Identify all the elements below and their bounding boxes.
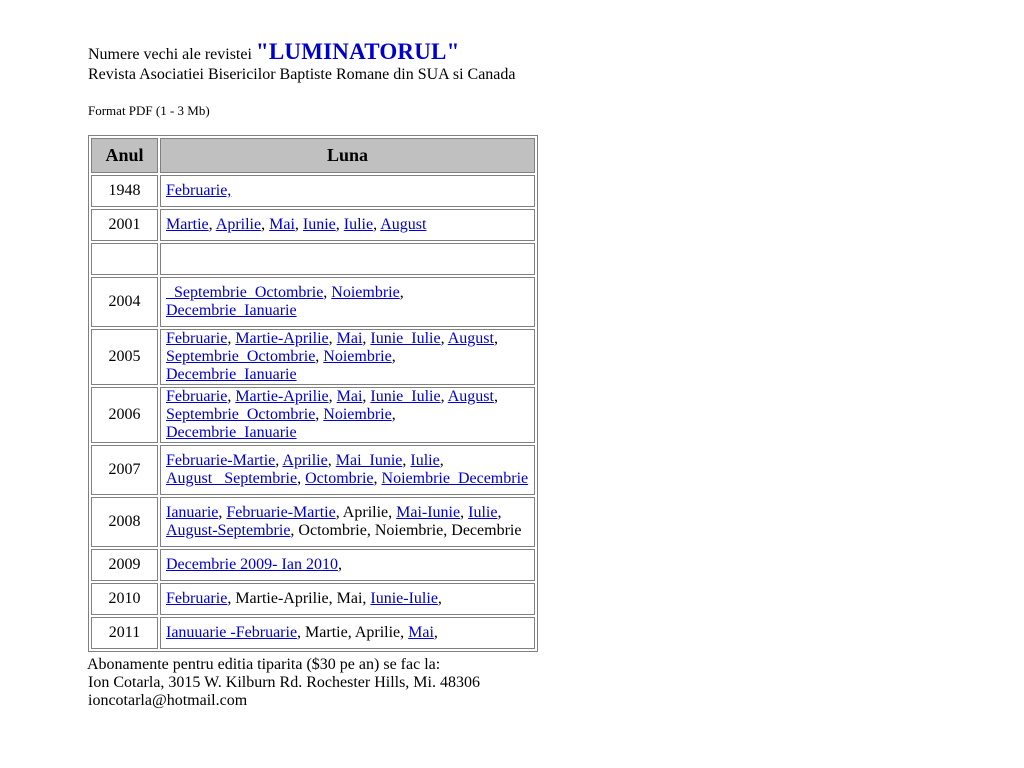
months-cell <box>160 583 535 615</box>
separator-text: , <box>497 504 502 521</box>
separator-text: , <box>275 452 283 469</box>
issue-link[interactable]: Februarie, <box>166 182 232 199</box>
year-cell: 2009 <box>91 549 158 581</box>
table-row <box>91 175 535 207</box>
issue-link[interactable]: Noiembrie <box>323 406 392 423</box>
header-intro: Numere vechi ale revistei <box>88 46 252 63</box>
separator-text: , <box>493 330 498 347</box>
issue-link[interactable]: Aprilie <box>215 216 262 233</box>
issue-link[interactable]: Iunie_Iulie <box>370 388 441 405</box>
separator-text: , <box>294 216 303 233</box>
header-line <box>88 41 516 66</box>
separator-text: , <box>362 330 371 347</box>
separator-text: , <box>335 216 344 233</box>
year-cell: 1948 <box>91 175 158 207</box>
separator-text: , <box>297 470 306 487</box>
issue-link[interactable]: Mai <box>336 330 363 347</box>
issue-link[interactable]: Noiembrie_Decembrie <box>381 470 529 487</box>
separator-text: , Martie-Aprilie, Mai, <box>227 590 371 607</box>
separator-text: , <box>391 348 400 365</box>
separator-text: , <box>327 452 336 469</box>
issue-link[interactable]: Septembrie_Octombrie <box>166 348 316 365</box>
issue-link[interactable]: Ianuuarie -Februarie <box>166 624 298 641</box>
separator-text: , <box>227 388 236 405</box>
table-row <box>91 497 535 547</box>
separator-text: , <box>439 452 444 469</box>
issue-link[interactable]: Mai <box>269 216 295 233</box>
issue-link[interactable]: Septembrie_Octombrie <box>166 406 316 423</box>
months-cell <box>160 329 535 385</box>
separator-text: , <box>218 504 227 521</box>
months-cell <box>160 243 535 275</box>
table-header-row <box>91 138 535 173</box>
year-cell: 2010 <box>91 583 158 615</box>
table-row <box>91 549 535 581</box>
issue-link[interactable]: August-Septembrie <box>166 522 291 539</box>
separator-text: , <box>362 388 371 405</box>
subscription-info <box>87 656 480 710</box>
separator-text: , <box>433 624 438 641</box>
header-subtitle: Revista Asociatiei Bisericilor Baptiste Romane din SUA si Canada <box>88 66 516 83</box>
separator-text: , <box>391 406 400 423</box>
table-row <box>91 243 535 275</box>
separator-text: , Octombrie, Noiembrie, Decembrie <box>290 522 522 539</box>
issue-link[interactable]: Decembrie_Ianuarie <box>166 366 297 383</box>
issue-link[interactable]: Mai <box>336 388 363 405</box>
issues-table <box>88 135 538 652</box>
issue-link[interactable]: Decembrie_Ianuarie <box>166 424 297 441</box>
separator-text: , <box>208 216 216 233</box>
separator-text: , <box>337 556 342 573</box>
separator-text: , <box>460 504 469 521</box>
separator-text: , <box>315 406 324 423</box>
issue-link[interactable]: Noiembrie <box>331 284 400 301</box>
separator-text: , <box>328 330 337 347</box>
months-cell <box>160 497 535 547</box>
issue-link[interactable]: Iunie-Iulie <box>370 590 438 607</box>
issue-link[interactable]: August <box>447 388 494 405</box>
issue-link[interactable]: August <box>380 216 427 233</box>
subscription-text: Abonamente pentru editia tiparita ($30 pe an) se fac la: <box>87 656 441 673</box>
issue-link[interactable]: Decembrie 2009- Ian 2010 <box>166 556 338 573</box>
issue-link[interactable]: Iulie <box>343 216 374 233</box>
separator-text: , <box>399 284 404 301</box>
separator-text: , <box>440 388 448 405</box>
separator-text: , <box>373 216 381 233</box>
separator-text: , <box>440 330 448 347</box>
issue-link[interactable]: Mai-Iunie <box>396 504 461 521</box>
months-cell <box>160 209 535 241</box>
separator-text: , <box>328 388 337 405</box>
months-cell <box>160 175 535 207</box>
separator-text: , <box>402 452 411 469</box>
column-header-year: Anul <box>91 138 158 173</box>
magazine-title: "LUMINATORUL" <box>255 39 460 64</box>
issue-link[interactable]: Ianuarie <box>166 504 219 521</box>
page-header <box>88 41 516 84</box>
table-row <box>91 617 535 649</box>
months-cell <box>160 277 535 327</box>
issue-link[interactable]: Februarie <box>166 330 228 347</box>
issue-link[interactable]: August <box>447 330 494 347</box>
table-row <box>91 387 535 443</box>
separator-text: , <box>227 330 236 347</box>
months-cell <box>160 445 535 495</box>
subscription-email: ioncotarla@hotmail.com <box>88 692 248 709</box>
separator-text: , <box>373 470 382 487</box>
issue-link[interactable]: Decembrie_Ianuarie <box>166 302 297 319</box>
issues-body <box>91 175 535 649</box>
issue-link[interactable]: Iunie <box>302 216 336 233</box>
separator-text: , <box>323 284 332 301</box>
issue-link[interactable]: Mai_Iunie <box>335 452 403 469</box>
issue-link[interactable]: Aprilie <box>282 452 328 469</box>
issue-link[interactable]: Martie-Aprilie <box>235 330 329 347</box>
table-row <box>91 277 535 327</box>
year-cell: 2011 <box>91 617 158 649</box>
format-note: Format PDF (1 - 3 Mb) <box>88 103 210 118</box>
year-cell: 2008 <box>91 497 158 547</box>
year-cell: 2001 <box>91 209 158 241</box>
year-cell: 2005 <box>91 329 158 385</box>
year-cell: 2007 <box>91 445 158 495</box>
issue-link[interactable]: Martie <box>166 216 209 233</box>
months-cell <box>160 617 535 649</box>
separator-text: , <box>437 590 442 607</box>
table-row <box>91 583 535 615</box>
issue-link[interactable]: Septembrie_Octombrie <box>166 284 324 301</box>
months-cell <box>160 549 535 581</box>
issue-link[interactable]: Iulie <box>468 504 498 521</box>
issue-link[interactable]: Februarie-Martie <box>226 504 336 521</box>
issue-link[interactable]: Martie-Aprilie <box>235 388 329 405</box>
year-cell: 2004 <box>91 277 158 327</box>
table-row <box>91 209 535 241</box>
separator-text: , Martie, Aprilie, <box>297 624 409 641</box>
separator-text: , <box>261 216 270 233</box>
issue-link[interactable]: Mai <box>408 624 434 641</box>
issue-link[interactable]: Iulie <box>410 452 440 469</box>
separator-text: , Aprilie, <box>335 504 397 521</box>
subscription-address: Ion Cotarla, 3015 W. Kilburn Rd. Rochester Hills, Mi. 48306 <box>88 674 480 691</box>
separator-text: , <box>493 388 498 405</box>
column-header-month: Luna <box>160 138 535 173</box>
issue-link[interactable]: Februarie <box>166 388 228 405</box>
year-cell: 2006 <box>91 387 158 443</box>
issue-link[interactable]: August _Septembrie <box>166 470 298 487</box>
issue-link[interactable]: Octombrie <box>305 470 374 487</box>
issue-link[interactable]: Februarie-Martie <box>166 452 276 469</box>
months-cell <box>160 387 535 443</box>
separator-text: , <box>315 348 324 365</box>
table-row <box>91 329 535 385</box>
issue-link[interactable]: Iunie_Iulie <box>370 330 441 347</box>
year-cell <box>91 243 158 275</box>
issue-link[interactable]: Noiembrie <box>323 348 392 365</box>
table-row <box>91 445 535 495</box>
issue-link[interactable]: Februarie <box>166 590 228 607</box>
